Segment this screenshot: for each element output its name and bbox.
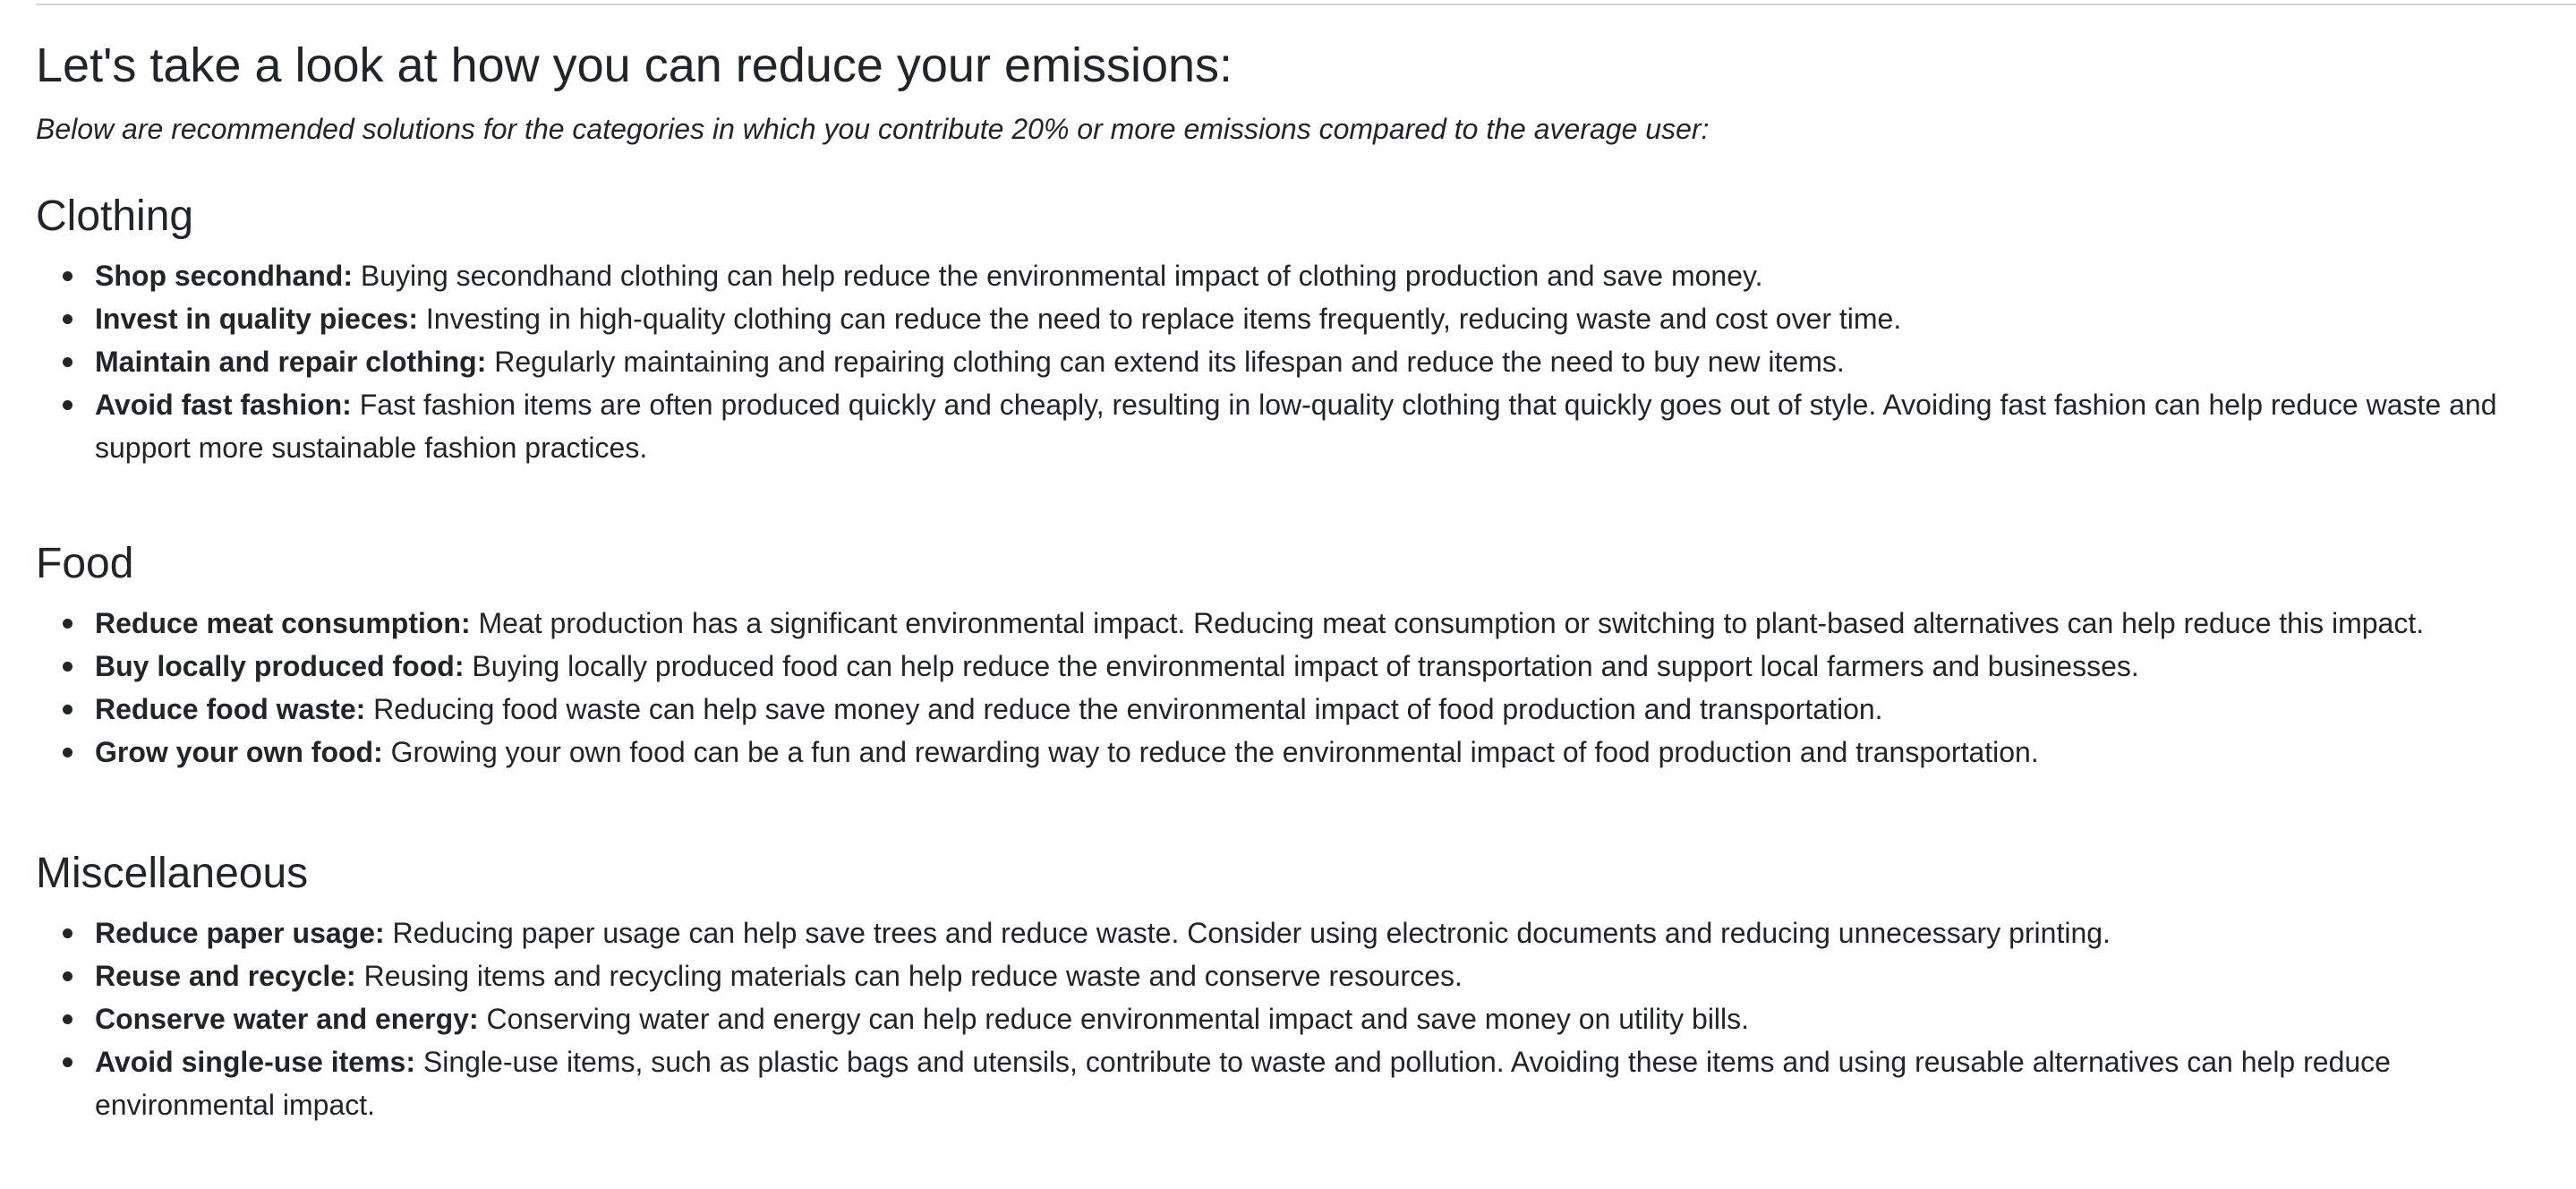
tip-description: Fast fashion items are often produced quickly and cheaply, resulting in low-quality clothing that quickly goes out of style. Avoiding fast fashion can help reduce waste and support more sustainable fashion practices. (95, 389, 2497, 464)
recommendations-content (36, 36, 2542, 1126)
tip-description: Buying locally produced food can help reduce the environmental impact of transportation and support local farmers and businesses. (472, 650, 2139, 682)
bullet-dot-icon (63, 271, 73, 281)
category-heading: Clothing (36, 192, 194, 240)
bullet-dot-icon (63, 1014, 73, 1024)
tip-title: Shop secondhand: (95, 260, 361, 292)
tip-item (95, 297, 2542, 340)
tip-description: Conserving water and energy can help reduce environmental impact and save money on utility bills. (486, 1003, 1750, 1035)
tip-description: Buying secondhand clothing can help reduce the environmental impact of clothing production and save money. (360, 260, 1763, 292)
tip-description: Reducing paper usage can help save trees and reduce waste. Consider using electronic documents and reducing unnecessary printing. (392, 917, 2111, 949)
tip-item (95, 383, 2542, 469)
category-heading: Miscellaneous (36, 850, 309, 897)
bullet-dot-icon (63, 400, 73, 410)
tips-list (36, 602, 2542, 774)
tip-item (95, 911, 2542, 954)
tip-title: Grow your own food: (95, 736, 391, 768)
bullet-dot-icon (63, 748, 73, 757)
tip-description: Reusing items and recycling materials can help reduce waste and conserve resources. (363, 960, 1463, 992)
tip-item (95, 688, 2542, 731)
tips-list (36, 254, 2542, 469)
bullet-dot-icon (63, 928, 73, 938)
tip-title: Reduce paper usage: (95, 917, 393, 949)
tip-item (95, 602, 2542, 645)
category-heading: Food (36, 540, 134, 587)
bullet-dot-icon (63, 971, 73, 981)
tip-item (95, 340, 2542, 383)
bullet-dot-icon (63, 705, 73, 714)
bullet-dot-icon (63, 619, 73, 629)
page-title: Let's take a look at how you can reduce your emissions: (36, 38, 1233, 92)
tip-item (95, 1040, 2542, 1126)
tip-description: Investing in high-quality clothing can reduce the need to replace items frequently, reducing waste and cost over time. (425, 303, 1902, 335)
tip-title: Reuse and recycle: (95, 960, 364, 992)
bullet-dot-icon (63, 314, 73, 324)
category-miscellaneous (36, 847, 2542, 1126)
page-subtitle: Below are recommended solutions for the categories in which you contribute 20% or more emissions compared to the average user: (36, 113, 1710, 145)
tip-title: Invest in quality pieces: (95, 303, 426, 335)
tip-item (95, 954, 2542, 997)
tips-list (36, 911, 2542, 1126)
category-food (36, 537, 2542, 774)
tip-title: Buy locally produced food: (95, 650, 473, 682)
tip-title: Maintain and repair clothing: (95, 346, 495, 378)
bullet-dot-icon (63, 357, 73, 367)
tip-title: Reduce meat consumption: (95, 607, 479, 639)
tip-title: Avoid single-use items: (95, 1046, 423, 1078)
tip-description: Reducing food waste can help save money and reduce the environmental impact of food production and transportation. (373, 693, 1883, 725)
category-clothing (36, 190, 2542, 469)
tip-description: Regularly maintaining and repairing clothing can extend its lifespan and reduce the need to buy new items. (494, 346, 1845, 378)
top-divider (36, 4, 2576, 5)
tip-item (95, 731, 2542, 774)
tip-description: Growing your own food can be a fun and rewarding way to reduce the environmental impact of food production and transportation. (390, 736, 2039, 768)
tip-item (95, 645, 2542, 688)
bullet-dot-icon (63, 662, 73, 671)
tip-item (95, 997, 2542, 1040)
tip-description: Meat production has a significant environmental impact. Reducing meat consumption or switching to plant-based alternatives can help reduce this impact. (478, 607, 2425, 639)
tip-title: Conserve water and energy: (95, 1003, 487, 1035)
tip-item (95, 254, 2542, 297)
tip-description: Single-use items, such as plastic bags and utensils, contribute to waste and pollution. Avoiding these items and using reusable alternatives can help reduce environmental impact. (95, 1046, 2391, 1121)
bullet-dot-icon (63, 1057, 73, 1067)
tip-title: Avoid fast fashion: (95, 389, 360, 421)
tip-title: Reduce food waste: (95, 693, 374, 725)
